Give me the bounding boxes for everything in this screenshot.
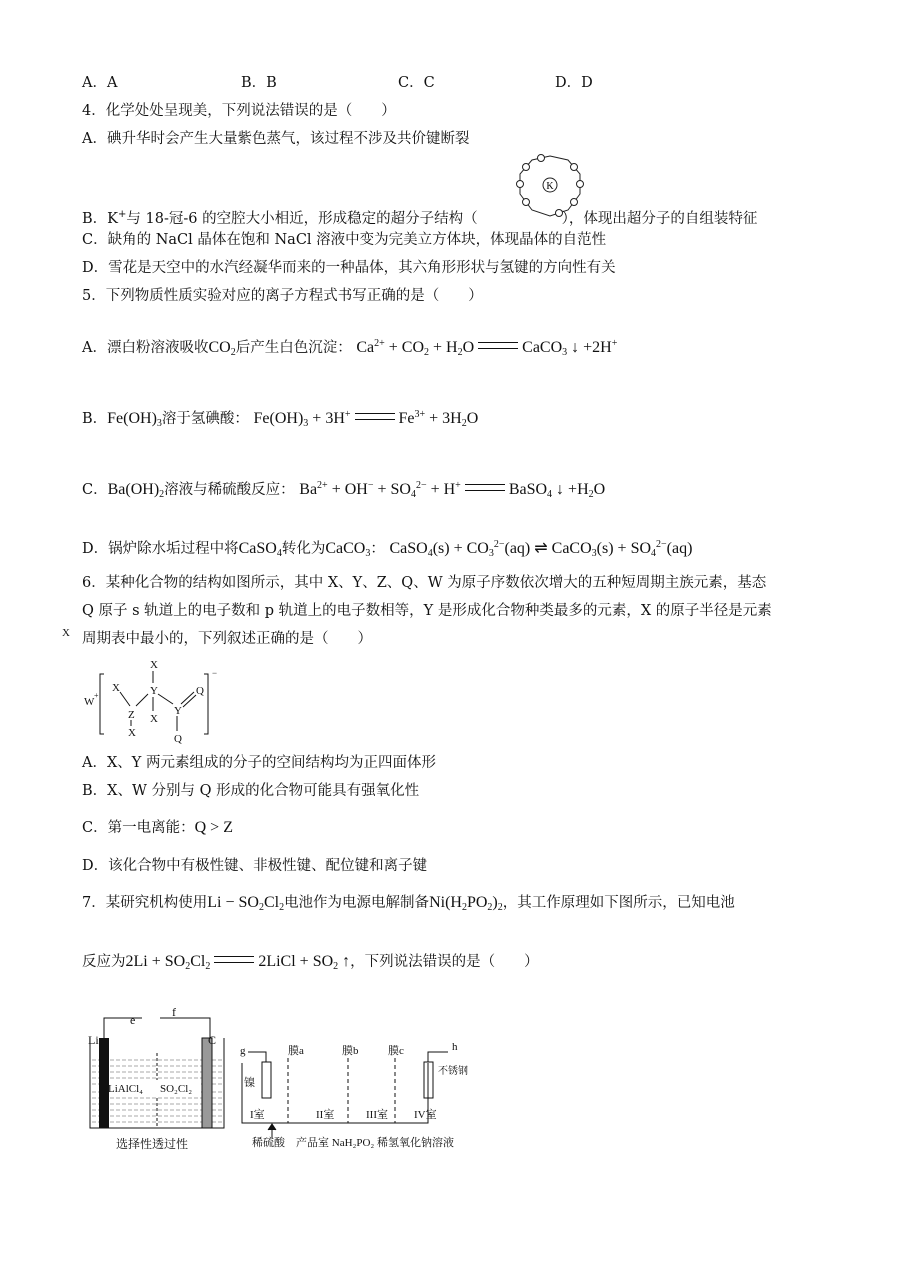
q6-c-text: C．第一电离能： (82, 820, 195, 836)
q6-option-c (82, 818, 233, 838)
electrolysis-cell-diagram (238, 1038, 518, 1153)
q7-line1-mid: 电池作为电源电解制备 (284, 895, 430, 911)
cell-steel-label: 不锈钢 (438, 1066, 468, 1077)
q3-option-a: A．A (82, 75, 118, 91)
q6-line2: Q 原子 s 轨道上的电子数和 p 轨道上的电子数相等，Y 是形成化合物种类最多的元素，X 的原子半径是元素 (82, 603, 772, 619)
cell-membrane-c: 膜c (388, 1045, 404, 1057)
q5-d-text3: ： (370, 541, 385, 557)
q5-option-b: B．$Fe(OH)_3$溶于氢碘酸： $Fe(OH)_3 + 3H^+$ $Fe^{3+} + 3H_2O$ (82, 409, 479, 429)
c-electrode (202, 1038, 212, 1128)
cell-membrane-a: 膜a (288, 1045, 304, 1057)
battery-caption: 选择性透过性 (116, 1137, 189, 1151)
battery-diagram (82, 1005, 232, 1153)
cell-h-label: h (452, 1041, 458, 1053)
cell-g-label: g (240, 1045, 246, 1057)
q5-option-c: C．$Ba(OH)_2$溶液与稀硫酸反应： $Ba^{2+} + OH^- + SO_4^{2-} + H^+$ BaSO$_4$ ↓ $+H_2O$ (82, 480, 606, 500)
struct-z: Z (128, 709, 135, 721)
q7-line2: 反应为$2Li + SO_2Cl_2$ 2LiCl + $SO_2$ ↑，下列说法错误的是（ ） (82, 953, 539, 972)
q4-option-c: C．缺角的 NaCl 晶体在饱和 NaCl 溶液中变为完美立方体块，体现晶体的自范性 (82, 232, 607, 248)
struct-y-right: Y (174, 705, 182, 717)
q5-d-text: D．锅炉除水垢过程中将 (82, 541, 239, 557)
q7-line1-pre: 7．某研究机构使用 (82, 895, 208, 911)
q6-line1: 6．某种化合物的结构如图所示，其中 X、Y、Z、Q、W 为原子序数依次增大的五种短周期主族元素，基态 (82, 575, 767, 591)
q5-a-text2: 后产生白色沉淀： (235, 340, 352, 356)
cell-membrane-b: 膜b (342, 1045, 359, 1057)
q5-option-d: D．锅炉除水垢过程中将CaSO$_4$转化为CaCO$_3$： CaSO$_4$(s) + $CO_3^{2-}(aq)$ ⇌ CaCO$_3$(s) + $SO_4^{2-}(aq)$ (82, 539, 693, 559)
cell-ni-label: 镍 (244, 1077, 255, 1089)
q5-a-text: A．漂白粉溶液吸收 (82, 340, 209, 356)
q4-option-a: A．碘升华时会产生大量紫色蒸气，该过程不涉及共价键断裂 (82, 131, 470, 147)
q3-option-c: C．C (398, 75, 435, 91)
cell-room-2: II室 (316, 1109, 335, 1121)
q5-c-text2: 溶液与稀硫酸反应： (164, 482, 295, 498)
q4-option-b: B．K+与 18-冠-6 的空腔大小相近，形成稳定的超分子结构（ ），体现出超分子的自组装特征 (82, 209, 758, 227)
q4-stem: 4．化学处处呈现美，下列说法错误的是（ ） (82, 103, 396, 119)
q5-b-text2: 溶于氢碘酸： (161, 411, 249, 427)
struct-x-below-y: X (150, 713, 158, 725)
q5-b-text: B． (82, 411, 108, 427)
q6-c-math: Q > Z (194, 819, 233, 836)
battery-c-label: C (208, 1033, 217, 1047)
struct-y-center: Y (150, 685, 158, 697)
cell-room-1: I室 (250, 1109, 265, 1121)
battery-li-label: Li (88, 1033, 99, 1047)
q5-option-a: A．漂白粉溶液吸收$CO_2$后产生白色沉淀： $Ca^{2+} + CO_2 + H_2O$ CaCO$_3$ ↓ +2H+ (82, 338, 618, 358)
battery-sol1-label: LiAlCl₄ (108, 1083, 144, 1095)
q7-line2-pre: 反应为 (82, 954, 126, 970)
q6-option-b: B．X、W 分别与 Q 形成的化合物可能具有强氧化性 (82, 783, 420, 799)
q6-option-d: D．该化合物中有极性键、非极性键、配位键和离子键 (82, 858, 428, 874)
struct-w: W (84, 696, 95, 708)
q6-line3: 周期表中最小的，下列叙述正确的是（ ） (82, 631, 372, 647)
struct-q-double: Q (196, 685, 204, 697)
cell-room-4: IV室 (414, 1109, 437, 1121)
cell-bottom-labels: 稀硫酸 产品室 NaH₂PO₂ 稀氢氧化钠溶液 (252, 1137, 455, 1149)
battery-e-label: e (130, 1013, 136, 1027)
q4-b-pre: B．K (82, 211, 118, 227)
q7-line1-post: ，其工作原理如下图所示，已知电池 (502, 895, 735, 911)
battery-sol2-label: SO₂Cl₂ (160, 1083, 193, 1095)
struct-x-top: X (150, 659, 158, 671)
struct-x-extra: X (62, 627, 70, 639)
q7-line2-post: ，下列说法错误的是（ ） (350, 954, 539, 970)
battery-f-label: f (172, 1005, 176, 1019)
q5-c-text: C． (82, 482, 108, 498)
crown-center-label: K (546, 181, 554, 192)
q7-line1: 7．某研究机构使用$Li - SO_2Cl_2$电池作为电源电解制备$Ni(H_2PO_2)_2$，其工作原理如下图所示，已知电池 (82, 894, 735, 913)
q4-b-mid: 与 18-冠-6 的空腔大小相近，形成稳定的超分子结构（ (126, 211, 478, 227)
struct-x-left: X (112, 682, 120, 694)
q4-option-d: D．雪花是天空中的水汽经凝华而来的一种晶体，其六角形形状与氢键的方向性有关 (82, 260, 616, 276)
q6-option-a: A．X、Y 两元素组成的分子的空间结构均为正四面体形 (82, 755, 436, 771)
q3-option-d: D．D (555, 75, 593, 91)
struct-charge-minus: − (212, 668, 218, 678)
q5-d-text2: 转化为 (281, 541, 326, 557)
struct-q-bottom: Q (174, 733, 182, 745)
q5-stem: 5．下列物质性质实验对应的离子方程式书写正确的是（ ） (82, 288, 483, 304)
q3-option-b: B．B (241, 75, 277, 91)
cell-room-3: III室 (366, 1109, 388, 1121)
struct-x-bottom: X (128, 727, 136, 739)
q4-b-post: ），体现出超分子的自组装特征 (561, 211, 758, 227)
struct-w-charge: + (94, 691, 99, 700)
